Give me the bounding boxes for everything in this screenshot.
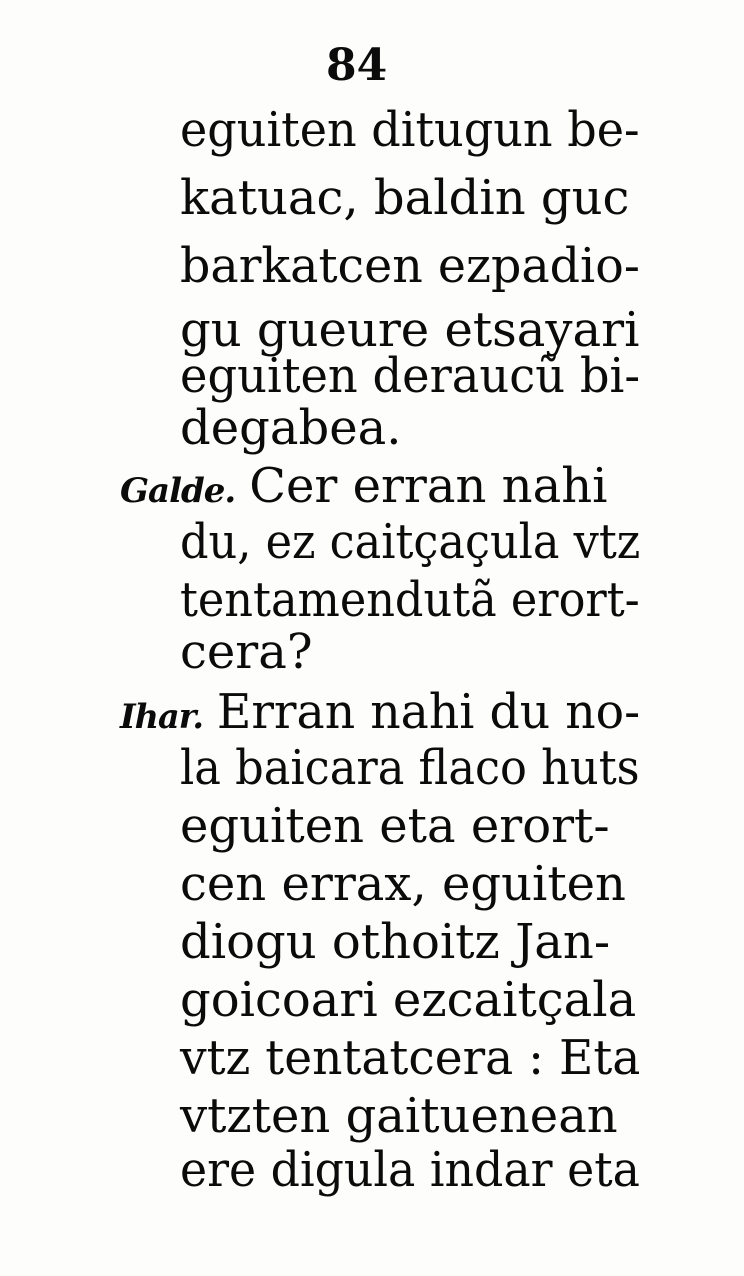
text-line: cera? <box>180 624 313 680</box>
speaker-label: Galde. <box>120 471 236 511</box>
page-number: 84 <box>326 40 388 91</box>
text-line: diogu othoitz Jan- <box>180 914 611 970</box>
text-line: cen errax, eguiten <box>180 856 626 912</box>
text-line: eguiten eta erort- <box>180 798 610 854</box>
text-line: Erran nahi du no- <box>216 684 641 740</box>
text-line: katuac, baldin guc <box>180 170 630 226</box>
text-line: barkatcen ezpadio- <box>180 238 640 294</box>
text-line: eguiten deraucũ bi- <box>180 348 641 404</box>
text-line: ere digula indar eta <box>180 1142 640 1198</box>
speaker-label: Ihar. <box>120 697 204 737</box>
text-line: tentamendutã erort- <box>180 572 640 628</box>
text-line: Cer erran nahi <box>249 458 608 514</box>
text-line: degabea. <box>180 400 402 456</box>
text-line: la baicara flaco huts <box>180 740 640 796</box>
text-line: goicoari ezcaitçala <box>180 972 637 1028</box>
text-line: du, ez caitçaçula vtz <box>180 514 641 570</box>
text-line: vtz tentatcera : Eta <box>180 1030 641 1086</box>
text-line: eguiten ditugun be- <box>180 102 640 158</box>
text-line: vtzten gaituenean <box>180 1088 618 1144</box>
text-line: gu gueure etsayari <box>180 302 640 358</box>
